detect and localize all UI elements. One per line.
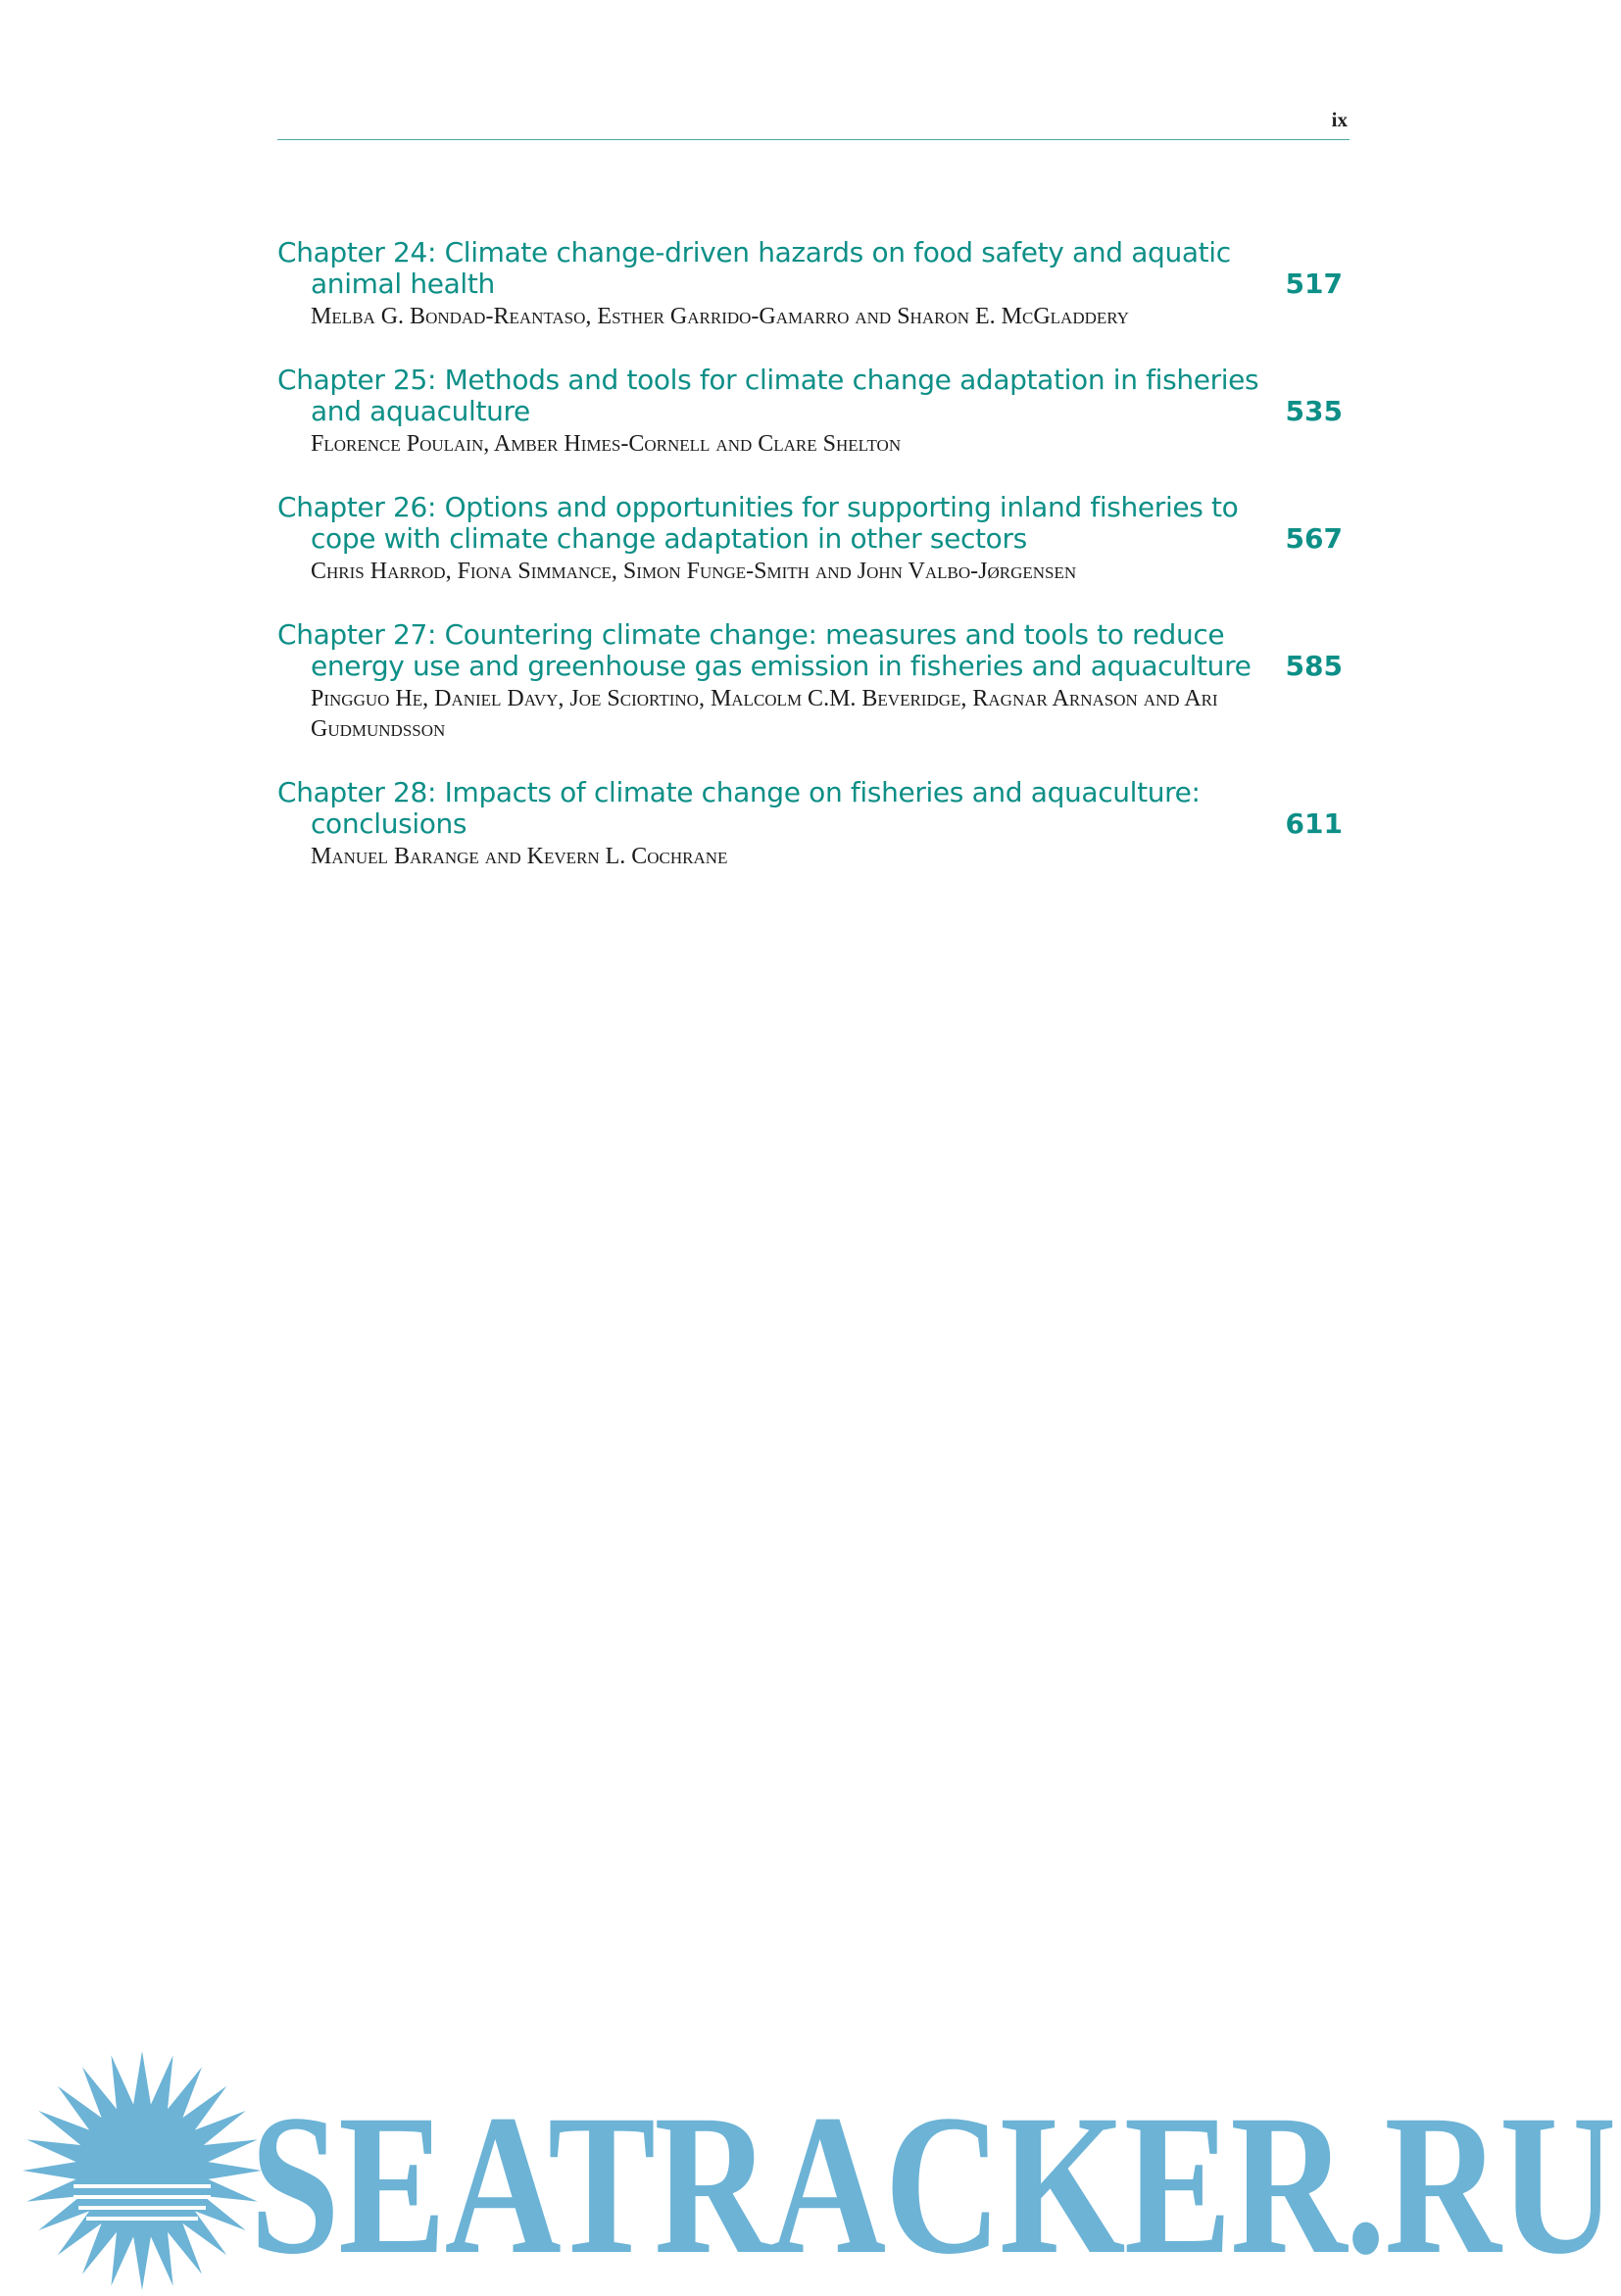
- chapter-page-number[interactable]: 535: [1285, 395, 1343, 427]
- chapter-title[interactable]: Chapter 25: Methods and tools for climate change adaptation in fisheries and aquaculture: [277, 364, 1259, 427]
- toc-entry-chapter-28[interactable]: [277, 777, 1351, 872]
- toc-entry-chapter-25[interactable]: [277, 365, 1351, 460]
- sun-icon: [20, 2048, 265, 2293]
- toc-entry-chapter-27[interactable]: [277, 619, 1351, 745]
- chapter-title[interactable]: Chapter 28: Impacts of climate change on fisheries and aquaculture: conclusions: [277, 776, 1201, 840]
- chapter-page-number[interactable]: 585: [1285, 650, 1343, 682]
- chapter-authors: Melba G. Bondad-Reantaso, Esther Garrido-Gamarro and Sharon E. McGladdery: [311, 304, 1129, 329]
- chapter-title[interactable]: Chapter 27: Countering climate change: measures and tools to reduce energy use and greenhouse gas emission in fisheries and aquaculture: [277, 618, 1252, 682]
- table-of-contents: [277, 237, 1351, 904]
- chapter-page-number[interactable]: 567: [1285, 522, 1343, 555]
- chapter-authors: Chris Harrod, Fiona Simmance, Simon Funge-Smith and John Valbo-Jørgensen: [311, 559, 1077, 584]
- watermark: [0, 2038, 1621, 2296]
- header-rule: [277, 139, 1350, 140]
- chapter-title[interactable]: Chapter 24: Climate change-driven hazards on food safety and aquatic animal health: [277, 236, 1231, 300]
- toc-entry-chapter-26[interactable]: [277, 492, 1351, 587]
- chapter-authors: Manuel Barange and Kevern L. Cochrane: [311, 844, 728, 869]
- chapter-authors: Pingguo He, Daniel Davy, Joe Sciortino, Malcolm C.M. Beveridge, Ragnar Arnason and Ari Gudmundsson: [311, 686, 1218, 742]
- page-number: ix: [1331, 108, 1348, 131]
- chapter-page-number[interactable]: 611: [1285, 807, 1343, 840]
- chapter-page-number[interactable]: 517: [1285, 268, 1343, 300]
- chapter-title[interactable]: Chapter 26: Options and opportunities for supporting inland fisheries to cope with climate change adaptation in other sectors: [277, 491, 1239, 555]
- chapter-authors: Florence Poulain, Amber Himes-Cornell and Clare Shelton: [311, 431, 902, 457]
- toc-entry-chapter-24[interactable]: [277, 237, 1351, 332]
- watermark-text: SEATRACKER.RU: [250, 2074, 1615, 2296]
